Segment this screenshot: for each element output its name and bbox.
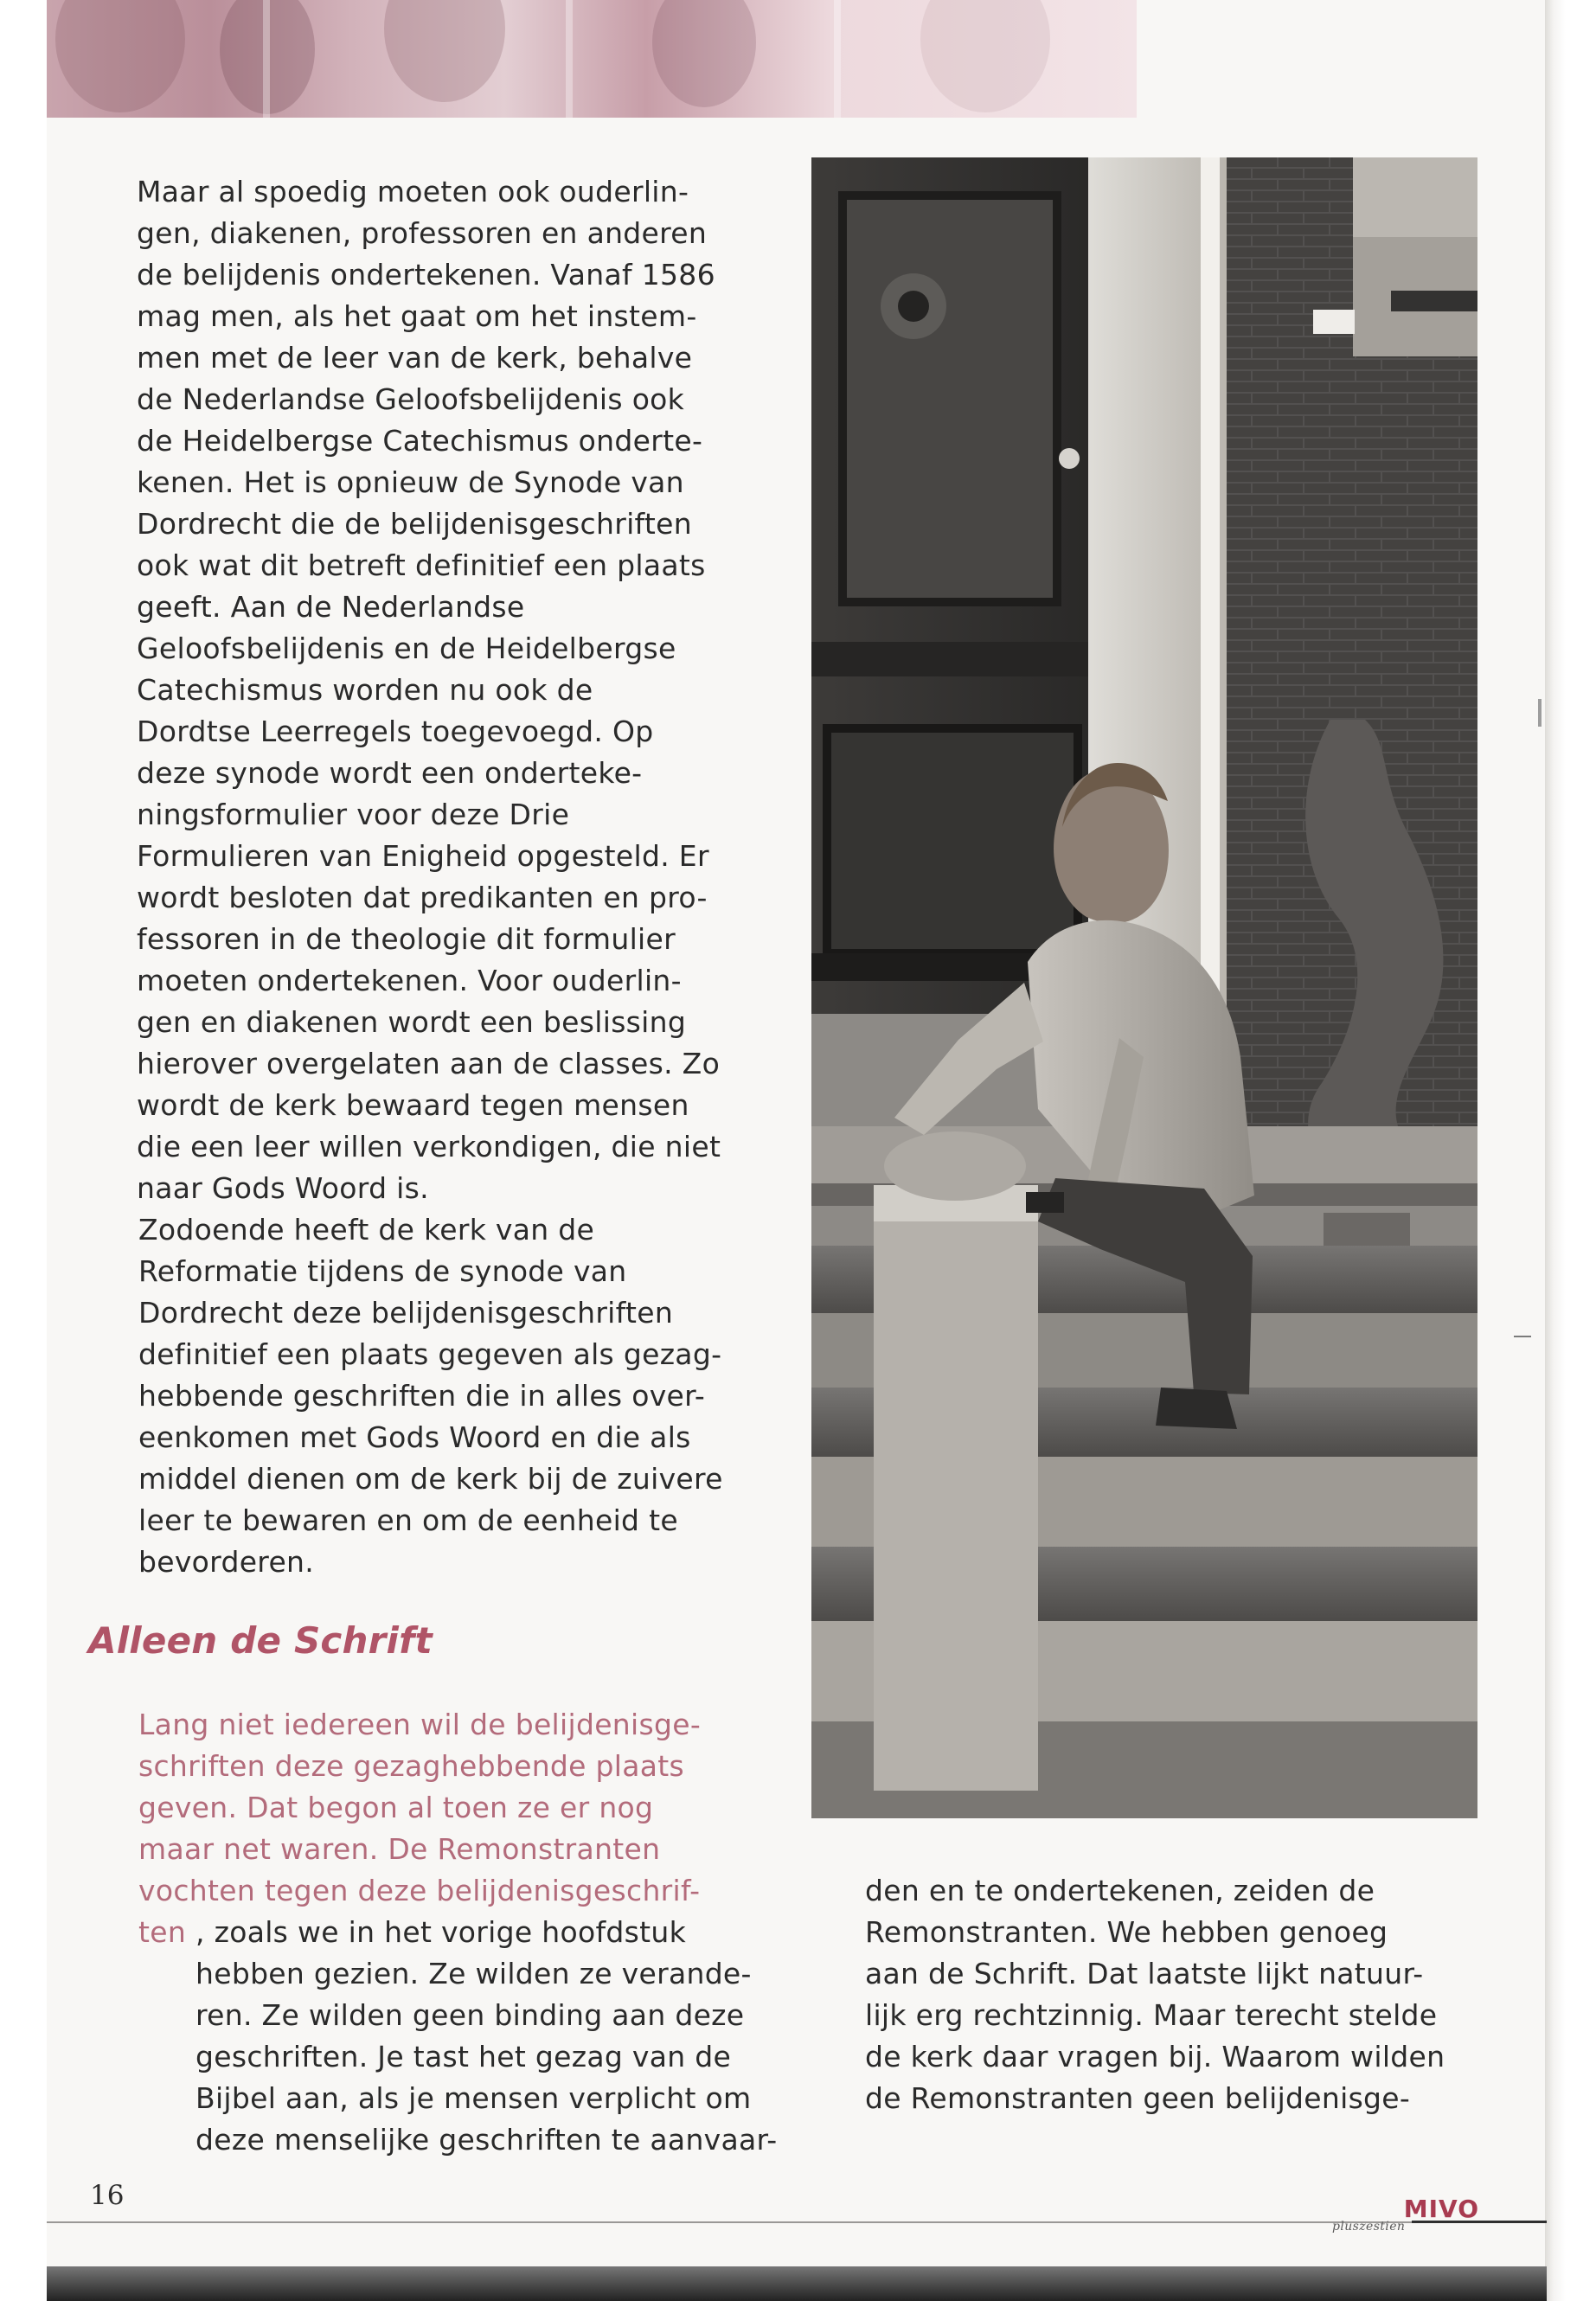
footer-rule	[47, 2221, 1547, 2223]
banner-divider	[566, 0, 573, 118]
banner-face-3	[384, 0, 505, 102]
section-heading: Alleen de Schrift	[88, 1619, 433, 1662]
left-page-margin	[0, 0, 47, 2301]
logo-subtext: pluszestien	[1332, 2220, 1406, 2234]
top-photo-banner	[47, 0, 1137, 118]
banner-face-1	[55, 0, 185, 112]
margin-mark	[1538, 699, 1542, 727]
banner-divider	[834, 0, 841, 118]
logo-main-text: MIVO	[1403, 2195, 1479, 2223]
bottom-scan-strip	[47, 2266, 1547, 2301]
banner-face-5	[920, 0, 1050, 112]
page-edge-shadow	[1545, 0, 1566, 2301]
banner-divider	[263, 0, 270, 118]
section-intro-pink: Lang niet iedereen wil de belijdenisge- schriften deze gezaghebbende plaats geven. Dat begon al toen ze er nog maar net waren. De Remonstranten vochten tegen deze belijdenisgeschrif- ten	[138, 1708, 702, 1949]
page-number: 16	[90, 2180, 125, 2211]
margin-mark	[1514, 1336, 1531, 1337]
right-column-text: den en te ondertekenen, zeiden de Remonstranten. We hebben genoeg aan de Schrift. Dat laatste lijkt natuur- lijk erg rechtzinnig. Maar terecht stelde de kerk daar vragen bij. Waarom wilden de Remonstranten geen belijdenisge-	[865, 1874, 1445, 2115]
section-intro-tail: , zoals we in het vorige hoofdstuk hebben gezien. Ze wilden ze verande- ren. Ze wilden geen binding aan deze geschriften. Je tast het gezag van de Bijbel aan, als je mensen verplicht om deze menselijke geschriften te aanvaar-	[195, 1915, 778, 2157]
publisher-logo	[1332, 2195, 1479, 2234]
article-photo	[811, 157, 1477, 1818]
article-paragraph-2: Zodoende heeft de kerk van de Reformatie tijdens de synode van Dordrecht deze belijdenisgeschriften definitief een plaats gegeven als gezag- hebbende geschriften die in alles over- eenkomen met Gods Woord en die als middel dienen om de kerk bij de zuivere leer te bewaren en om de eenheid te bevorderen.	[138, 1213, 723, 1579]
banner-face-4	[652, 0, 756, 107]
article-paragraph-1: Maar al spoedig moeten ook ouderlin- gen, diakenen, professoren en anderen de belijdenis ondertekenen. Vanaf 1586 mag men, als het gaat om het instem- men met de leer van de kerk, behalve de Nederlandse Geloofsbelijdenis ook de Heidelbergse Catechismus onderte- kenen. Het is opnieuw de Synode van Dordrecht die de belijdenisgeschriften ook wat dit betreft definitief een plaats geeft. Aan de Nederlandse Geloofsbelijdenis en de Heidelbergse Catechismus worden nu ook de Dordtse Leerregels toegevoegd. Op deze synode wordt een onderteke- ningsformulier voor deze Drie Formulieren van Enigheid opgesteld. Er wordt besloten dat predikanten en pro- fessoren in de theologie dit formulier moeten ondertekenen. Voor ouderlin- gen en diakenen wordt een beslissing hierover overgelaten aan de classes. Zo wordt de kerk bewaard tegen mensen die een leer willen verkondigen, die niet naar Gods Woord is.	[137, 175, 721, 1205]
